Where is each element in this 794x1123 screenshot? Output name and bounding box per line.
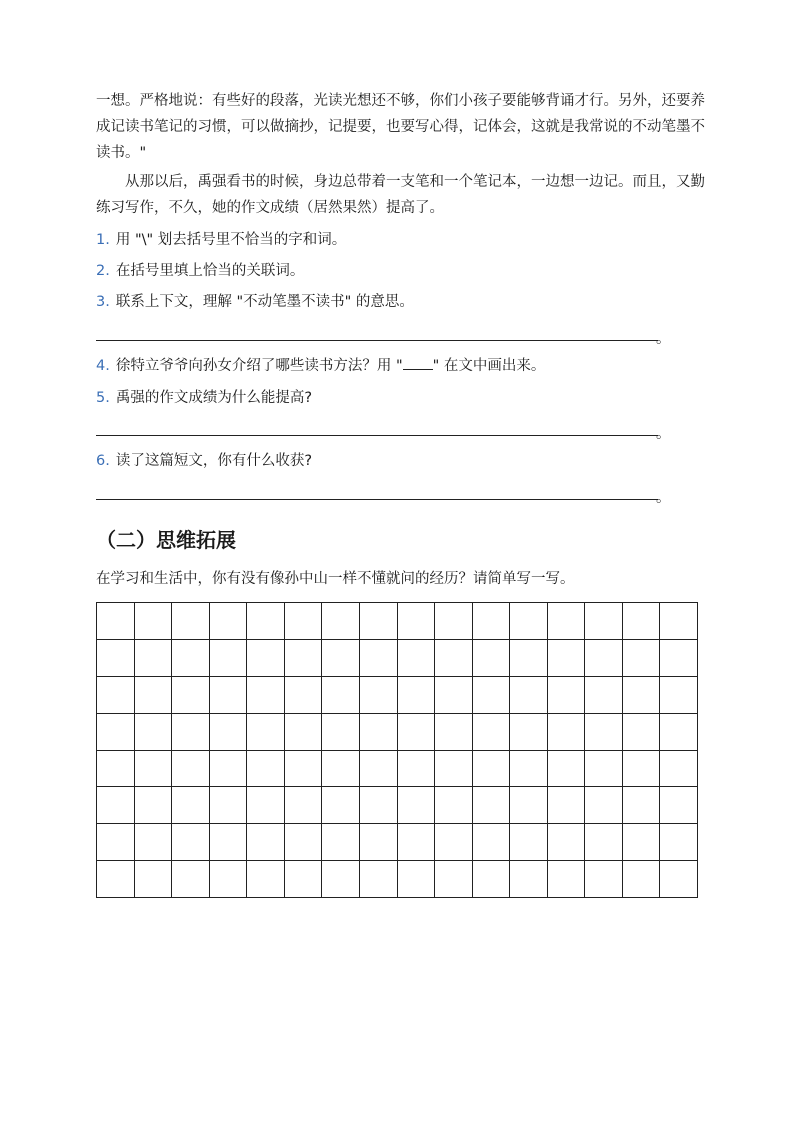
grid-cell[interactable] xyxy=(510,640,548,677)
grid-cell[interactable] xyxy=(398,640,436,677)
grid-cell[interactable] xyxy=(322,640,360,677)
question-3 xyxy=(96,292,414,312)
grid-cell[interactable] xyxy=(435,861,473,898)
grid-cell[interactable] xyxy=(97,861,135,898)
grid-cell[interactable] xyxy=(435,640,473,677)
grid-cell[interactable] xyxy=(398,751,436,788)
answer-line-5[interactable] xyxy=(96,435,658,436)
grid-cell[interactable] xyxy=(322,824,360,861)
grid-cell[interactable] xyxy=(398,861,436,898)
grid-cell[interactable] xyxy=(435,603,473,640)
grid-cell[interactable] xyxy=(360,787,398,824)
grid-cell[interactable] xyxy=(210,640,248,677)
answer-line-6[interactable] xyxy=(96,499,658,500)
question-number: 1. xyxy=(96,232,110,248)
grid-cell[interactable] xyxy=(660,603,698,640)
grid-cell[interactable] xyxy=(135,603,173,640)
question-number: 4. xyxy=(96,358,110,374)
grid-cell[interactable] xyxy=(172,824,210,861)
grid-cell[interactable] xyxy=(660,861,698,898)
question-number: 5. xyxy=(96,390,110,406)
grid-cell[interactable] xyxy=(247,714,285,751)
grid-cell[interactable] xyxy=(360,714,398,751)
grid-cell[interactable] xyxy=(548,603,586,640)
grid-cell[interactable] xyxy=(398,824,436,861)
grid-cell[interactable] xyxy=(585,714,623,751)
question-6 xyxy=(96,451,312,471)
answer-period: 。 xyxy=(656,490,671,506)
grid-cell[interactable] xyxy=(135,677,173,714)
answer-line-3[interactable] xyxy=(96,340,658,341)
grid-cell[interactable] xyxy=(135,714,173,751)
grid-cell[interactable] xyxy=(660,640,698,677)
question-5 xyxy=(96,388,312,408)
grid-cell[interactable] xyxy=(285,714,323,751)
grid-cell[interactable] xyxy=(210,787,248,824)
grid-cell[interactable] xyxy=(510,714,548,751)
grid-cell[interactable] xyxy=(660,787,698,824)
grid-cell[interactable] xyxy=(135,751,173,788)
question-text: 在括号里填上恰当的关联词。 xyxy=(115,263,305,279)
grid-cell[interactable] xyxy=(285,787,323,824)
grid-cell[interactable] xyxy=(97,787,135,824)
grid-cell[interactable] xyxy=(247,824,285,861)
grid-cell[interactable] xyxy=(510,603,548,640)
grid-cell[interactable] xyxy=(435,787,473,824)
section-heading: （二）思维拓展 xyxy=(96,528,236,552)
grid-cell[interactable] xyxy=(623,751,661,788)
grid-cell[interactable] xyxy=(398,714,436,751)
grid-cell[interactable] xyxy=(548,714,586,751)
grid-cell[interactable] xyxy=(247,640,285,677)
grid-cell[interactable] xyxy=(360,751,398,788)
grid-cell[interactable] xyxy=(135,861,173,898)
grid-cell[interactable] xyxy=(97,751,135,788)
grid-cell[interactable] xyxy=(322,787,360,824)
grid-cell[interactable] xyxy=(247,861,285,898)
grid-cell[interactable] xyxy=(172,603,210,640)
grid-cell[interactable] xyxy=(97,603,135,640)
grid-cell[interactable] xyxy=(322,677,360,714)
question-text: 禹强的作文成绩为什么能提高? xyxy=(115,390,313,406)
grid-cell[interactable] xyxy=(210,861,248,898)
grid-cell[interactable] xyxy=(548,677,586,714)
grid-cell[interactable] xyxy=(172,640,210,677)
question-4 xyxy=(96,356,545,376)
grid-cell[interactable] xyxy=(322,603,360,640)
grid-cell[interactable] xyxy=(398,787,436,824)
grid-cell[interactable] xyxy=(473,787,511,824)
grid-cell[interactable] xyxy=(172,677,210,714)
question-text: 读了这篇短文，你有什么收获? xyxy=(115,453,313,469)
grid-cell[interactable] xyxy=(210,714,248,751)
grid-cell[interactable] xyxy=(435,714,473,751)
grid-cell[interactable] xyxy=(435,751,473,788)
grid-cell[interactable] xyxy=(585,677,623,714)
grid-cell[interactable] xyxy=(510,677,548,714)
grid-cell[interactable] xyxy=(285,861,323,898)
grid-cell[interactable] xyxy=(398,677,436,714)
grid-cell[interactable] xyxy=(322,714,360,751)
grid-cell[interactable] xyxy=(623,714,661,751)
grid-cell[interactable] xyxy=(322,751,360,788)
grid-cell[interactable] xyxy=(360,861,398,898)
grid-cell[interactable] xyxy=(97,677,135,714)
question-number: 6. xyxy=(96,453,110,469)
grid-cell[interactable] xyxy=(210,751,248,788)
grid-cell[interactable] xyxy=(585,640,623,677)
grid-cell[interactable] xyxy=(360,677,398,714)
grid-cell[interactable] xyxy=(548,824,586,861)
grid-cell[interactable] xyxy=(135,824,173,861)
grid-cell[interactable] xyxy=(285,824,323,861)
grid-cell[interactable] xyxy=(585,861,623,898)
grid-cell[interactable] xyxy=(285,640,323,677)
grid-cell[interactable] xyxy=(585,603,623,640)
grid-cell[interactable] xyxy=(360,603,398,640)
question-1 xyxy=(96,230,346,250)
grid-cell[interactable] xyxy=(510,787,548,824)
question-text: 徐特立爷爷向孙女介绍了哪些读书方法？用 " xyxy=(115,358,403,374)
grid-cell[interactable] xyxy=(360,824,398,861)
underline-sample xyxy=(403,357,433,370)
grid-cell[interactable] xyxy=(585,787,623,824)
question-text: 用 "\" 划去括号里不恰当的字和词。 xyxy=(115,232,347,248)
answer-period: 。 xyxy=(656,426,671,442)
passage-paragraph-2: 从那以后，禹强看书的时候，身边总带着一支笔和一个笔记本，一边想一边记。而且，又勤练习写作，不久，她的作文成绩（居然果然）提高了。 xyxy=(96,174,705,216)
grid-cell[interactable] xyxy=(247,751,285,788)
question-text-end: " 在文中画出来。 xyxy=(432,358,546,374)
grid-cell[interactable] xyxy=(623,677,661,714)
grid-cell[interactable] xyxy=(510,824,548,861)
grid-cell[interactable] xyxy=(623,861,661,898)
grid-cell[interactable] xyxy=(97,714,135,751)
grid-cell[interactable] xyxy=(210,824,248,861)
grid-cell[interactable] xyxy=(210,677,248,714)
grid-cell[interactable] xyxy=(510,751,548,788)
grid-cell[interactable] xyxy=(548,787,586,824)
section-instruction: 在学习和生活中，你有没有像孙中山一样不懂就问的经历？请简单写一写。 xyxy=(96,571,575,587)
grid-cell[interactable] xyxy=(660,714,698,751)
grid-cell[interactable] xyxy=(623,640,661,677)
grid-cell[interactable] xyxy=(172,714,210,751)
grid-cell[interactable] xyxy=(623,787,661,824)
grid-cell[interactable] xyxy=(660,824,698,861)
grid-cell[interactable] xyxy=(360,640,398,677)
passage-paragraph-1: 一想。严格地说：有些好的段落，光读光想还不够，你们小孩子要能够背诵才行。另外，还要养成记读书笔记的习惯，可以做摘抄，记提要，也要写心得，记体会，这就是我常说的不动笔墨不读书。" xyxy=(96,93,705,161)
question-number: 3. xyxy=(96,294,110,310)
grid-cell[interactable] xyxy=(473,714,511,751)
grid-cell[interactable] xyxy=(548,640,586,677)
grid-cell[interactable] xyxy=(585,824,623,861)
grid-cell[interactable] xyxy=(247,677,285,714)
grid-cell[interactable] xyxy=(135,787,173,824)
grid-cell[interactable] xyxy=(510,861,548,898)
grid-cell[interactable] xyxy=(623,603,661,640)
grid-cell[interactable] xyxy=(97,824,135,861)
grid-cell[interactable] xyxy=(473,677,511,714)
grid-cell[interactable] xyxy=(473,751,511,788)
grid-cell[interactable] xyxy=(210,603,248,640)
question-number: 2. xyxy=(96,263,110,279)
grid-cell[interactable] xyxy=(285,751,323,788)
grid-cell[interactable] xyxy=(473,603,511,640)
grid-cell[interactable] xyxy=(435,824,473,861)
grid-cell[interactable] xyxy=(285,677,323,714)
grid-cell[interactable] xyxy=(172,751,210,788)
grid-cell[interactable] xyxy=(247,603,285,640)
grid-cell[interactable] xyxy=(548,861,586,898)
grid-cell[interactable] xyxy=(435,677,473,714)
grid-cell[interactable] xyxy=(172,861,210,898)
grid-cell[interactable] xyxy=(322,861,360,898)
grid-cell[interactable] xyxy=(585,751,623,788)
grid-cell[interactable] xyxy=(473,640,511,677)
grid-cell[interactable] xyxy=(623,824,661,861)
answer-period: 。 xyxy=(656,331,671,347)
writing-grid[interactable] xyxy=(96,602,698,898)
question-text: 联系上下文，理解 "不动笔墨不读书" 的意思。 xyxy=(115,294,414,310)
grid-cell[interactable] xyxy=(285,603,323,640)
grid-cell[interactable] xyxy=(473,861,511,898)
question-2 xyxy=(96,261,304,281)
grid-cell[interactable] xyxy=(660,751,698,788)
grid-cell[interactable] xyxy=(660,677,698,714)
grid-cell[interactable] xyxy=(398,603,436,640)
grid-cell[interactable] xyxy=(172,787,210,824)
grid-cell[interactable] xyxy=(97,640,135,677)
grid-cell[interactable] xyxy=(135,640,173,677)
grid-cell[interactable] xyxy=(548,751,586,788)
grid-cell[interactable] xyxy=(473,824,511,861)
grid-cell[interactable] xyxy=(247,787,285,824)
